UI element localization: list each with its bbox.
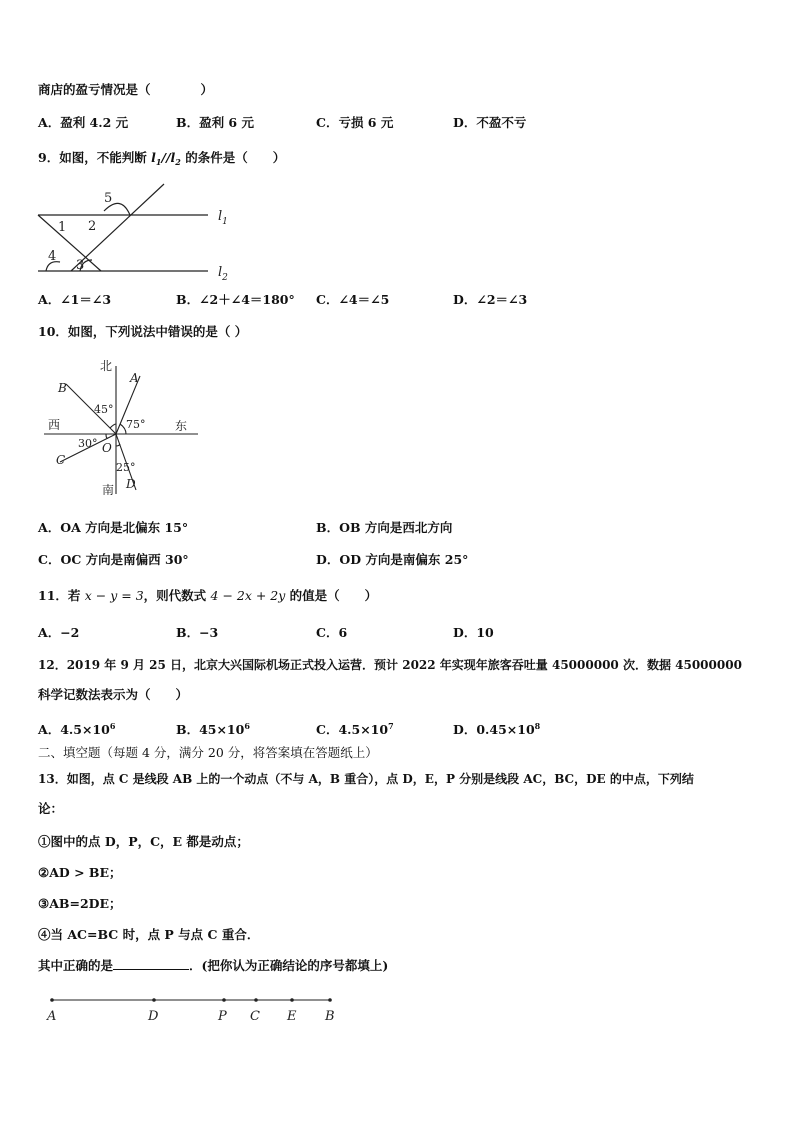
- q12-stem-line2: 科学记数法表示为（ ）: [38, 687, 189, 702]
- q9-option-a: A．∠1＝∠3: [38, 292, 112, 307]
- q13-segment-figure: [40, 990, 350, 1030]
- q12-option-c: C．$4.5\times 10^7$: [316, 721, 394, 737]
- q11-option-a: A．−2: [38, 625, 80, 640]
- q11-option-b: B．−3: [176, 625, 219, 640]
- angle-arc-25: [116, 444, 120, 446]
- q10-option-d: D．OD 方向是南偏东 25°: [316, 552, 469, 567]
- q13-answer-line: 其中正确的是 ．(把你认为正确结论的序号都填上): [38, 958, 389, 973]
- label-2: 2: [88, 219, 97, 234]
- q11-option-c: C．6: [316, 625, 348, 640]
- q13-conclusion-4: ④当 AC=BC 时，点 P 与点 C 重合．: [38, 927, 260, 942]
- q8-stem-tail: 商店的盈亏情况是（ ）: [38, 82, 214, 97]
- section-fill-in-heading: 二、填空题（每题 4 分，满分 20 分，将答案填在答题纸上）: [38, 745, 378, 760]
- q10-compass-figure: [40, 354, 210, 504]
- label-o: O: [102, 441, 112, 455]
- label-point-c: C: [250, 1009, 260, 1024]
- q13-conclusion-2: ②AD > BE；: [38, 865, 122, 880]
- label-a: A: [130, 371, 139, 385]
- label-c: C: [56, 453, 66, 467]
- angle-arc-45: [110, 424, 116, 428]
- answer-blank[interactable]: [113, 958, 189, 970]
- label-30deg: 30°: [78, 437, 98, 450]
- q10-stem: 10．如图，下列说法中错误的是（ ）: [38, 324, 248, 339]
- q12-option-a: A．$4.5\times 10^6$: [38, 721, 116, 737]
- q8-option-a: A．盈利 4.2 元: [38, 115, 129, 130]
- q10-option-c: C．OC 方向是南偏西 30°: [38, 552, 189, 567]
- point-b: [328, 998, 332, 1002]
- label-point-e: E: [287, 1009, 297, 1024]
- label-point-p: P: [218, 1009, 227, 1024]
- q11-option-d: D．10: [453, 625, 494, 640]
- q12-option-d: D．$0.45\times 10^8$: [453, 721, 541, 737]
- q8-option-b: B．盈利 6 元: [176, 115, 254, 130]
- label-point-b: B: [325, 1009, 335, 1024]
- label-west: 西: [48, 418, 61, 432]
- q9-option-c: C．∠4＝∠5: [316, 292, 390, 307]
- q9-option-b: B．∠2＋∠4＝180°: [176, 292, 295, 307]
- q13-stem-line1: 13．如图，点 C 是线段 AB 上的一个动点（不与 A，B 重合），点 D，E，P 分别是线段 AC，BC，DE 的中点，下列结: [38, 772, 694, 786]
- q8-option-c: C．亏损 6 元: [316, 115, 394, 130]
- point-p: [222, 998, 226, 1002]
- q13-stem-line2: 论：: [38, 801, 64, 816]
- label-d: D: [126, 477, 136, 491]
- q8-option-d: D．不盈不亏: [453, 115, 527, 130]
- q10-option-a: A．OA 方向是北偏东 15°: [38, 520, 189, 535]
- q9-option-d: D．∠2＝∠3: [453, 292, 528, 307]
- q11-stem: 11．若 x − y = 3，则代数式 4 − 2x + 2y 的值是（ ）: [38, 588, 378, 603]
- label-point-a: A: [47, 1009, 57, 1024]
- point-a: [50, 998, 54, 1002]
- label-1: 1: [58, 220, 67, 235]
- label-4: 4: [48, 249, 57, 264]
- label-75deg: 75°: [126, 418, 146, 431]
- q13-conclusion-1: ①图中的点 D，P，C，E 都是动点；: [38, 834, 249, 849]
- label-l1: $l_1$: [218, 209, 228, 227]
- label-45deg: 45°: [94, 403, 114, 416]
- q12-option-b: B．$45\times 10^6$: [176, 721, 250, 737]
- label-l2: $l_2$: [218, 265, 228, 282]
- q9-stem: 9．如图，不能判断 $l_1//l_2$ 的条件是（ ）: [38, 150, 286, 167]
- point-e: [290, 998, 294, 1002]
- point-d: [152, 998, 156, 1002]
- q9-parallel-lines-figure: [36, 180, 246, 282]
- point-c: [254, 998, 258, 1002]
- label-point-d: D: [148, 1009, 159, 1024]
- label-east: 东: [175, 419, 188, 433]
- transversal-right: [71, 184, 164, 271]
- q12-stem-line1: 12．2019 年 9 月 25 日，北京大兴国际机场正式投入运营．预计 2022 年实现年旅客吞吐量 45000000 次．数据 45000000: [38, 658, 742, 672]
- label-25deg: 25°: [116, 461, 136, 474]
- label-3: 3: [76, 258, 85, 273]
- label-5: 5: [104, 191, 113, 206]
- label-b: B: [58, 381, 67, 395]
- q13-conclusion-3: ③AB=2DE；: [38, 896, 122, 911]
- angle-arc-30: [106, 434, 108, 438]
- q10-option-b: B．OB 方向是西北方向: [316, 520, 453, 535]
- label-south: 南: [102, 483, 115, 497]
- label-north: 北: [100, 359, 113, 373]
